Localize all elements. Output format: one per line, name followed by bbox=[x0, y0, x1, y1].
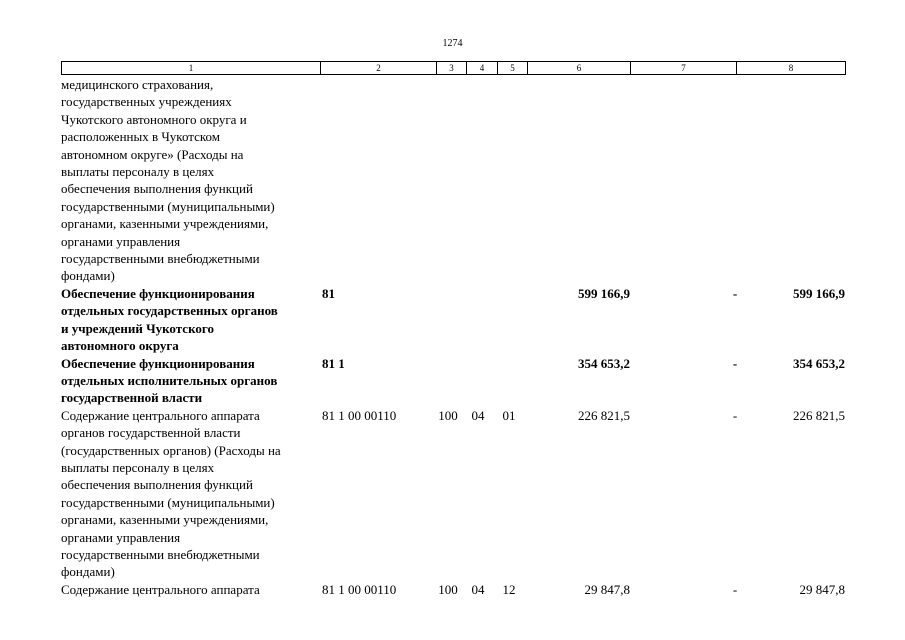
header-col-5: 5 bbox=[498, 62, 528, 75]
row-description bbox=[61, 285, 319, 355]
page-number: 1274 bbox=[442, 38, 463, 49]
row-amount: 599 166,9 bbox=[578, 285, 630, 301]
description-line: Обеспечение функционирования bbox=[61, 285, 255, 301]
description-line: государственными (муниципальными) bbox=[61, 494, 275, 510]
row-budget-code: 81 1 00 00110 bbox=[322, 407, 397, 423]
row-change: - bbox=[732, 285, 738, 301]
header-col-6: 6 bbox=[528, 62, 631, 75]
description-line: государственными (муниципальными) bbox=[61, 198, 275, 214]
header-col-7: 7 bbox=[631, 62, 737, 75]
row-total: 226 821,5 bbox=[793, 407, 845, 423]
row-description bbox=[61, 407, 319, 581]
description-line: медицинского страхования, bbox=[61, 77, 214, 92]
table-row bbox=[61, 76, 845, 285]
column-number-header bbox=[61, 61, 846, 75]
description-line: и учреждений Чукотского bbox=[61, 320, 214, 336]
table-row bbox=[61, 355, 845, 407]
row-total: 599 166,9 bbox=[793, 285, 845, 301]
description-line: (государственных органов) (Расходы на bbox=[61, 442, 281, 458]
description-line: Содержание центрального аппарата bbox=[61, 407, 260, 423]
description-line: органами управления bbox=[61, 233, 181, 249]
row-expense-type: 100 bbox=[438, 581, 458, 597]
row-subsection: 01 bbox=[502, 407, 516, 423]
description-line: обеспечения выполнения функций bbox=[61, 181, 253, 197]
table-row bbox=[61, 285, 845, 355]
row-description bbox=[61, 581, 319, 598]
row-budget-code: 81 1 00 00110 bbox=[322, 581, 397, 597]
description-line: отдельных государственных органов bbox=[61, 303, 278, 319]
budget-table-body bbox=[61, 76, 845, 598]
header-col-3: 3 bbox=[437, 62, 467, 75]
header-col-8: 8 bbox=[737, 62, 846, 75]
table-row bbox=[61, 407, 845, 581]
header-col-2: 2 bbox=[321, 62, 437, 75]
description-line: государственных учреждениях bbox=[61, 94, 232, 110]
description-line: фондами) bbox=[61, 564, 115, 580]
description-line: Содержание центрального аппарата bbox=[61, 581, 260, 597]
description-line: органами управления bbox=[61, 529, 181, 545]
description-line: выплаты персоналу в целях bbox=[61, 459, 215, 475]
description-line: фондами) bbox=[61, 268, 115, 284]
description-line: органами, казенными учреждениями, bbox=[61, 512, 269, 528]
row-section: 04 bbox=[471, 407, 485, 423]
description-line: выплаты персоналу в целях bbox=[61, 164, 215, 180]
row-amount: 29 847,8 bbox=[584, 581, 630, 597]
row-description bbox=[61, 76, 319, 285]
description-line: Чукотского автономного округа и bbox=[61, 111, 247, 127]
header-col-4: 4 bbox=[467, 62, 498, 75]
row-expense-type: 100 bbox=[438, 407, 458, 423]
description-line: автономного округа bbox=[61, 338, 179, 354]
row-amount: 354 653,2 bbox=[578, 355, 630, 371]
description-line: Обеспечение функционирования bbox=[61, 355, 255, 371]
row-description bbox=[61, 355, 319, 407]
description-line: отдельных исполнительных органов bbox=[61, 372, 278, 388]
table-row bbox=[61, 581, 845, 598]
description-line: государственной власти bbox=[61, 390, 203, 406]
description-line: обеспечения выполнения функций bbox=[61, 477, 253, 493]
description-line: органов государственной власти bbox=[61, 425, 241, 441]
row-change: - bbox=[732, 407, 738, 423]
row-total: 29 847,8 bbox=[799, 581, 845, 597]
row-section: 04 bbox=[471, 581, 485, 597]
description-line: расположенных в Чукотском bbox=[61, 129, 221, 145]
description-line: органами, казенными учреждениями, bbox=[61, 216, 269, 232]
row-total: 354 653,2 bbox=[793, 355, 845, 371]
row-subsection: 12 bbox=[502, 581, 516, 597]
row-amount: 226 821,5 bbox=[578, 407, 630, 423]
row-budget-code: 81 1 bbox=[322, 355, 345, 371]
description-line: государственными внебюджетными bbox=[61, 251, 260, 267]
description-line: государственными внебюджетными bbox=[61, 546, 260, 562]
description-line: автономном округе» (Расходы на bbox=[61, 146, 244, 162]
row-change: - bbox=[732, 581, 738, 597]
header-col-1: 1 bbox=[62, 62, 321, 75]
row-change: - bbox=[732, 355, 738, 371]
row-budget-code: 81 bbox=[322, 285, 335, 301]
